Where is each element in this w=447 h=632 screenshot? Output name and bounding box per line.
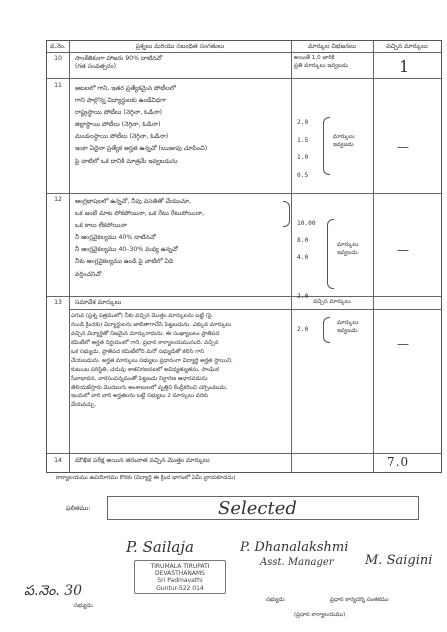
row-text: ఆంగ్లభాషలలో ఉన్నచో, నీవు వసతితో చేయుచూ, ఒక జంటి మాట పోకపోయినా, ఒక రేటు రేటుపోయినా, ఒక కాలు లేకపోయినా నీ ఆంగ్లవైకల్యము 40% దాటినచో నీ ఆంగ్లవైకల్యము 40–30% మధ్య ఉన్నచో నీకు ఆంగ్లవైకల్యము ఉండి పై వాటిలో ఏది వర్తించనిచో (75, 198, 205, 278)
signature-right-2: M. Saigini (365, 553, 433, 568)
row-number: 12 (54, 196, 62, 203)
row-text: మౌఖిక పరీక్ష అయిన తరువాత వచ్చిన మొత్తం మార్కులు (75, 457, 210, 464)
result-value: Selected (218, 498, 297, 519)
row-number: 14 (54, 457, 62, 464)
signature-right-label: ప్రధాన కార్యదర్శి సంతకము (330, 597, 389, 603)
signature-center-label: సభ్యుడు (266, 597, 285, 603)
brace-mark (327, 219, 334, 289)
row-score: 1 (399, 57, 410, 76)
brace-mark (323, 117, 330, 175)
row-values: 2.0 1.5 1.0 0.5 (297, 119, 309, 180)
row-values: 10.00 8.0 4.0 2.0 (297, 220, 316, 301)
office-stamp: TIRUMALA TIRUPATI DEVASTHANAMS Sri Padmavathi Guntur-522 014 (134, 560, 226, 594)
result-box (107, 496, 419, 520)
header-score: వచ్చిన మార్కులు (386, 43, 428, 50)
row-number: 10 (54, 55, 62, 62)
row-values: 2.0 (297, 326, 309, 333)
row-text: సాంకేతికంగా హాజరు 90% దాటినవో (గత సంవత్సరం) (75, 55, 163, 71)
row-text: ఆటలలో గాని, ఇతర ప్రత్యేకమైన పోటీలలో గాని పాల్గొన్న విద్యార్థులకు ఉండేవిధగా రాష్ట్రస్థాయి పోటీలు (నెగ్గినా, ఓడినా) జిల్లాస్థాయి పోటీలు (నెగ్గినా, ఓడినా) మండలస్థాయి పోటీలు (నెగ్గినా, ఓడినా) ఇంకా ఏదైనా ప్రత్యేక అర్హత ఉన్నచో (ఋజువు చూపించి) పై వాటిలో ఒక దానికి మాత్రమే ఇవ్వబడును (75, 85, 208, 165)
row-distribution: అయితే 1.0 జారికి ప్రతి మార్కులు ఇవ్వబడు (294, 55, 348, 69)
office-label: (ప్రధాన కార్యాలయము) (294, 612, 346, 618)
signature-right-1-title: Asst. Manager (260, 557, 334, 568)
brace-label: మార్కులు ఇవ్వబడు (333, 134, 355, 148)
row-number: 11 (54, 82, 62, 89)
result-label: ఫలితము: (66, 505, 91, 512)
header-questions: ప్రశ్నలు మరియు సబంధిత సంగతులు (135, 43, 225, 50)
signature-center: P. Sailaja (126, 538, 194, 556)
brace-mark (323, 317, 330, 343)
brace-label: మార్కులు ఇవ్వబడు (337, 242, 359, 256)
signature-left-label: సభ్యుడు (74, 603, 93, 609)
row-subheader: వచ్చిన మార్కులు (313, 299, 351, 305)
row-text: ఎగువ (ప్రశ్న పత్రములో) నీకు వచ్చిన మొత్తం మార్కులను బట్టి (పై నుండి క్రిందకు) విద్యార్థులను జాబితాగాచేసి పెట్టబడును. ఎక్కువ మార్కులు వచ్చిన విద్యార్థితో నిజమైన మార్కురాదును. ఈ సంఖ్యాబలం ప్రాతిపద కమిటీలో అర్హత నిర్ణయంలో గాని, ప్రధాన కార్యాలయమునంది. వచ్చిన ఒక సభ్యుడు, ప్రాతిపద కమిటీలోని మరో సభ్యుడితో కలిసి గాని చేయబడును. అర్హత మార్కులు సభ్యులు ప్రధానంగా విద్యార్థి అర్హత స్థాయిని, కుటుంబ పరిస్థితి, చదువు శాతనిగణనలలో అవిధ్యత్యుతను, సాంఘిక సేవాభావన, వారసంపన్నముతో పెట్టబడు నిర్ధారణ ఆధారపడును తెలియజేస్తారు మొదలుగు అంశాలులలో వృత్తిని కేంద్రీకరించి చర్చించబడు. ఇందులో వారి వారి అర్హతలను బట్టి సభ్యులు 2 మార్కులు వరకు వేయవచ్చు. (71, 313, 233, 409)
row-score: — (397, 140, 409, 154)
header-no: వ.నెం. (50, 43, 66, 50)
brace-mark (283, 201, 290, 227)
header-distribution: మార్కుల విభజనలు (308, 43, 356, 50)
total-score: 7.0 (387, 455, 410, 469)
signature-right-1: P. Dhanalakshmi (240, 540, 349, 555)
evaluation-table (46, 40, 442, 473)
row-number: 13 (54, 299, 62, 306)
office-use-note: కార్యాలయము ఉపయోగము కొరకు (విద్యార్థి ఈ క్రింద భాగంలో ఏమీ వ్రాయకూడదు) (56, 475, 236, 481)
row-score: — (397, 243, 409, 257)
signature-left: ప.నెం. 30 (24, 583, 83, 599)
row-score: — (397, 337, 409, 351)
row-title: సమావేశ మార్కులు (75, 299, 122, 306)
brace-label: మార్కులు ఇవ్వబడు (337, 320, 359, 334)
